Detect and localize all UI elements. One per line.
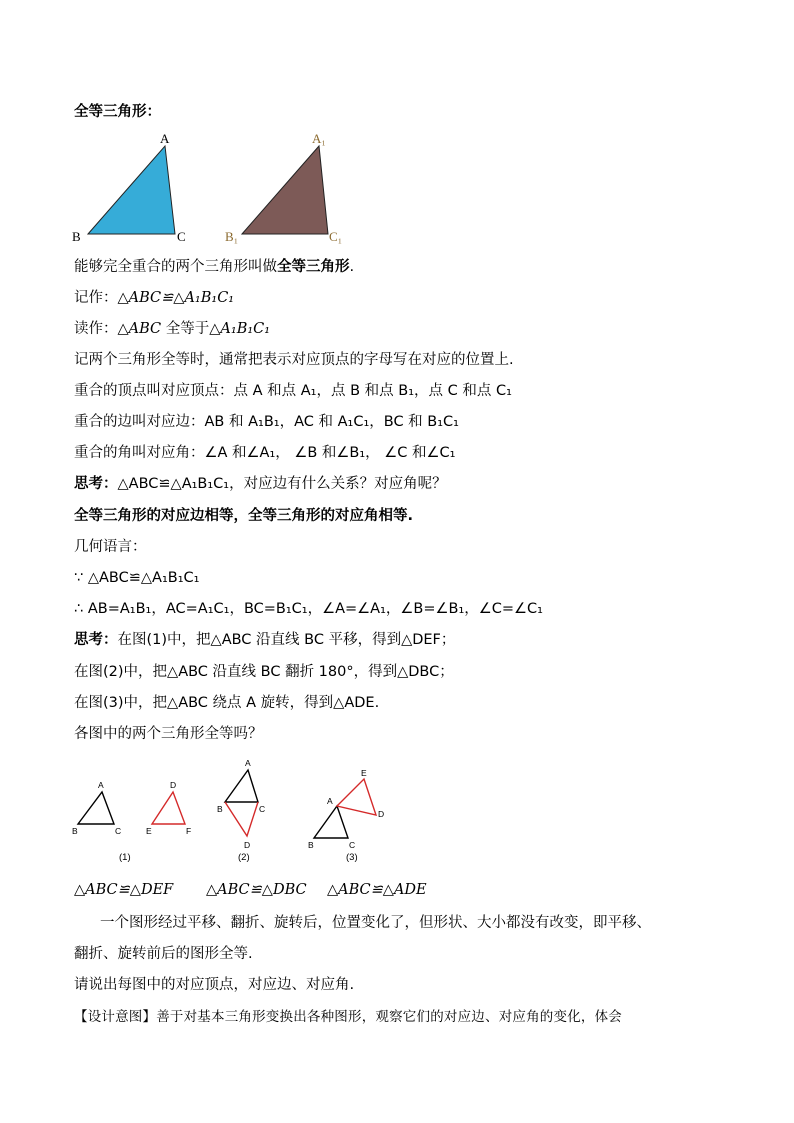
transformation-figures	[66, 756, 406, 868]
answer-1: △ABC≌△DEF	[74, 882, 174, 898]
fig2-triangle-dbc	[225, 802, 258, 836]
fig3-label-a: A	[327, 796, 333, 806]
fig2-label-d: D	[244, 840, 251, 850]
fig1-label-a: A	[98, 780, 104, 790]
label-b1: B₁	[225, 229, 239, 244]
congruent-triangles-figure	[66, 128, 356, 246]
design-note: 【设计意图】善于对基本三角形变换出各种图形，观察它们的对应边、对应角的变化，体会	[74, 1009, 622, 1025]
think-line-2: 在图(2)中，把△ABC 沿直线 BC 翻折 180°，得到△DBC；	[74, 664, 454, 680]
fig2-label-b: B	[217, 804, 223, 814]
conclusion: 全等三角形的对应边相等，全等三角形的对应角相等.	[74, 508, 414, 524]
fig3-label-b: B	[308, 840, 314, 850]
corresponding-angles: 重合的角叫对应角：∠A 和∠A₁， ∠B 和∠B₁， ∠C 和∠C₁	[74, 445, 456, 461]
fig1-label-c: C	[115, 826, 122, 836]
fig3-triangle-ade	[337, 779, 376, 815]
figure-2	[217, 758, 265, 863]
rule-text: 记两个三角形全等时，通常把表示对应顶点的字母写在对应的位置上.	[74, 352, 514, 368]
label-b: B	[72, 229, 81, 244]
think-line-3: 在图(3)中，把△ABC 绕点 A 旋转，得到△ADE.	[74, 695, 380, 711]
summary-line-2: 翻折、旋转前后的图形全等.	[74, 946, 253, 962]
fig1-label-d: D	[170, 780, 177, 790]
geometry-language-label: 几何语言：	[74, 539, 147, 555]
corresponding-vertices: 重合的顶点叫对应顶点：点 A 和点 A₁，点 B 和点 B₁，点 C 和点 C₁	[74, 383, 512, 399]
definition: 能够完全重合的两个三角形叫做全等三角形.	[74, 259, 355, 275]
think-question-2: 思考：在图(1)中，把△ABC 沿直线 BC 平移，得到△DEF；	[74, 632, 456, 648]
fig3-triangle-abc	[314, 806, 348, 838]
fig3-label-e: E	[361, 768, 367, 778]
fig1-label-f: F	[186, 826, 192, 836]
triangle-abc	[88, 146, 175, 234]
notation-write: 记作：△ABC≌△A₁B₁C₁	[74, 290, 235, 306]
think-question-1: 思考：△ABC≌△A₁B₁C₁，对应边有什么关系？对应角呢？	[74, 476, 447, 492]
section-title: 全等三角形：	[74, 104, 161, 120]
therefore-line: ∴ AB=A₁B₁，AC=A₁C₁，BC=B₁C₁，∠A=∠A₁，∠B=∠B₁，∠C=∠C₁	[74, 601, 543, 617]
notation-read: 读作：△ABC 全等于△A₁B₁C₁	[74, 321, 271, 337]
fig1-label-e: E	[146, 826, 152, 836]
figure-3	[308, 768, 384, 863]
label-c1: C₁	[329, 229, 343, 244]
triangle-a1b1c1	[242, 146, 328, 234]
answer-3: △ABC≌△ADE	[327, 882, 427, 898]
because-line: ∵ △ABC≌△A₁B₁C₁	[74, 570, 200, 586]
task-prompt: 请说出每图中的对应顶点，对应边、对应角.	[74, 977, 355, 993]
think-question-prompt: 各图中的两个三角形全等吗？	[74, 726, 263, 742]
fig3-caption: (3)	[346, 852, 358, 863]
fig1-triangle-def	[152, 792, 185, 824]
fig1-triangle-abc	[78, 792, 114, 824]
fig2-caption: (2)	[238, 852, 250, 863]
answer-2: △ABC≌△DBC	[206, 882, 307, 898]
fig3-label-c: C	[349, 840, 356, 850]
fig2-triangle-abc	[225, 770, 258, 802]
label-a: A	[160, 131, 170, 146]
summary-line-1: 一个图形经过平移、翻折、旋转后，位置变化了，但形状、大小都没有改变，即平移、	[100, 915, 651, 931]
fig1-caption: (1)	[119, 852, 131, 863]
figure-1	[72, 780, 191, 863]
fig2-label-a: A	[245, 758, 251, 768]
fig2-label-c: C	[259, 804, 266, 814]
label-c: C	[177, 229, 186, 244]
fig3-label-d: D	[378, 809, 385, 819]
label-a1: A₁	[312, 131, 326, 146]
corresponding-sides: 重合的边叫对应边：AB 和 A₁B₁，AC 和 A₁C₁，BC 和 B₁C₁	[74, 414, 459, 430]
fig1-label-b: B	[72, 826, 78, 836]
